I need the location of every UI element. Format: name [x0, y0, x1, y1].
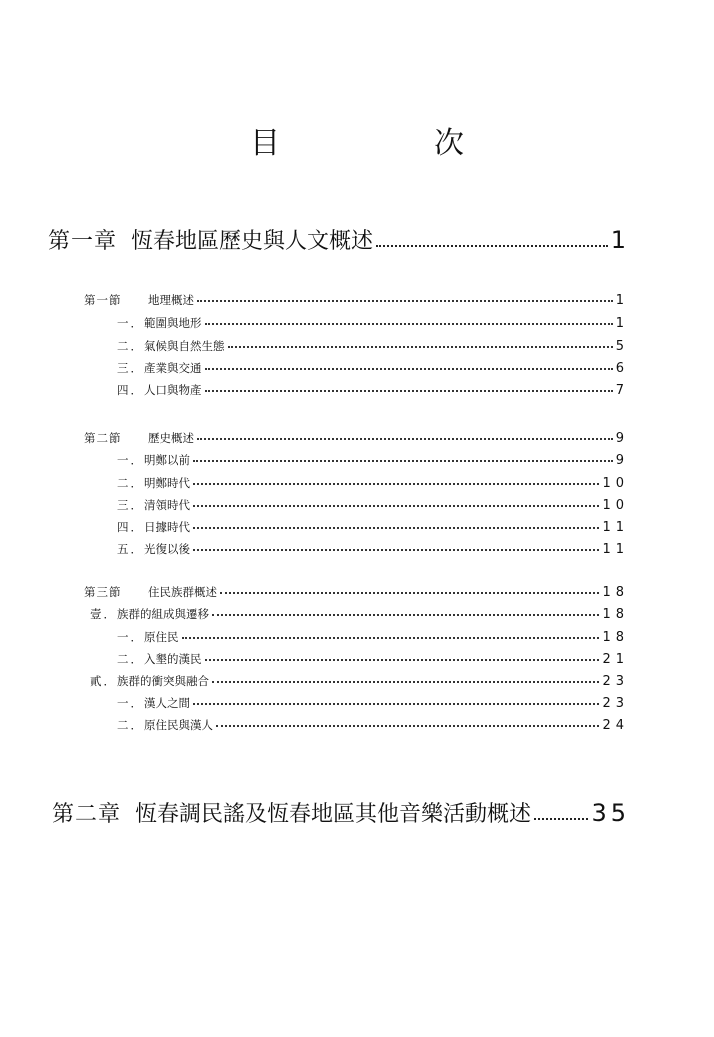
subsection-number: 貳． [90, 674, 117, 688]
dot-leader [197, 299, 613, 302]
item-title: 範圍與地形 [144, 316, 202, 330]
dot-leader [205, 389, 613, 392]
dot-leader [182, 636, 600, 639]
page-number: 23 [602, 674, 629, 689]
toc-item [117, 315, 629, 331]
page-number: 18 [602, 607, 629, 622]
dot-leader [228, 345, 613, 348]
toc-item [117, 382, 629, 398]
item-number: 四． [117, 383, 144, 397]
dot-leader [205, 367, 613, 370]
dot-leader [193, 548, 599, 551]
toc-item [117, 695, 629, 711]
subsection-title: 族群的衝突與融合 [117, 674, 209, 688]
page-number: 1 [610, 226, 630, 254]
item-title: 清領時代 [144, 498, 190, 512]
page-number: 11 [602, 520, 629, 535]
item-number: 四． [117, 520, 144, 534]
item-number: 二． [117, 476, 144, 490]
page-number: 1 [615, 293, 629, 308]
page-number: 11 [602, 542, 629, 557]
item-number: 一． [117, 453, 144, 467]
page-number: 6 [615, 361, 629, 376]
section-number: 第三節 [84, 585, 122, 599]
toc-section-3 [84, 584, 629, 600]
chapter-number: 第二章 [52, 802, 122, 827]
section-title: 地理概述 [148, 293, 194, 307]
page-number: 18 [602, 585, 629, 600]
toc-subsection-1 [90, 606, 629, 622]
dot-leader [212, 613, 599, 616]
item-number: 一． [117, 316, 144, 330]
toc-item [117, 651, 629, 667]
page-number: 9 [615, 453, 629, 468]
item-title: 光復以後 [144, 542, 190, 556]
toc-section-1 [84, 292, 629, 308]
page-number: 10 [602, 476, 629, 491]
toc-chapter-1 [48, 224, 630, 255]
dot-leader [197, 437, 613, 440]
dot-leader [205, 658, 600, 661]
dot-leader [193, 482, 599, 485]
item-number: 五． [117, 542, 144, 556]
page-number: 24 [602, 718, 629, 733]
dot-leader [376, 244, 608, 247]
page-number: 21 [602, 652, 629, 667]
page-number: 18 [602, 630, 629, 645]
section-number: 第二節 [84, 431, 122, 445]
page-number: 23 [602, 696, 629, 711]
toc-item [117, 541, 629, 557]
item-number: 二． [117, 339, 144, 353]
page-title: 目 次 [250, 126, 526, 161]
dot-leader [212, 680, 599, 683]
chapter-title: 恆春調民謠及恆春地區其他音樂活動概述 [135, 802, 532, 827]
chapter-title: 恆春地區歷史與人文概述 [131, 229, 374, 254]
section-title: 歷史概述 [148, 431, 194, 445]
dot-leader [205, 322, 613, 325]
dot-leader [193, 702, 599, 705]
dot-leader [193, 504, 599, 507]
toc-section-2 [84, 430, 629, 446]
dot-leader [220, 591, 599, 594]
toc-item [117, 497, 629, 513]
item-number: 一． [117, 630, 144, 644]
item-title: 入墾的漢民 [144, 652, 202, 666]
page-number: 35 [591, 799, 630, 827]
item-title: 明鄭以前 [144, 453, 190, 467]
page-number: 9 [615, 431, 629, 446]
dot-leader [216, 724, 599, 727]
item-title: 人口與物產 [144, 383, 202, 397]
item-number: 三． [117, 498, 144, 512]
dot-leader [534, 817, 588, 820]
item-title: 原住民與漢人 [144, 718, 213, 732]
item-title: 原住民 [144, 630, 179, 644]
toc-item [117, 717, 629, 733]
item-title: 產業與交通 [144, 361, 202, 375]
toc-item [117, 475, 629, 491]
toc-subsection-2 [90, 673, 629, 689]
item-title: 日據時代 [144, 520, 190, 534]
section-title: 住民族群概述 [148, 585, 217, 599]
chapter-number: 第一章 [48, 229, 118, 254]
subsection-title: 族群的組成與遷移 [117, 607, 209, 621]
page-number: 1 [615, 316, 629, 331]
toc-item [117, 519, 629, 535]
page-number: 5 [615, 339, 629, 354]
page-number: 10 [602, 498, 629, 513]
page-number: 7 [615, 383, 629, 398]
dot-leader [193, 526, 599, 529]
toc-item [117, 629, 629, 645]
item-number: 二． [117, 718, 144, 732]
section-number: 第一節 [84, 293, 122, 307]
toc-item [117, 360, 629, 376]
subsection-number: 壹． [90, 607, 117, 621]
item-number: 一． [117, 696, 144, 710]
item-title: 氣候與自然生態 [144, 339, 225, 353]
item-number: 三． [117, 361, 144, 375]
item-title: 漢人之間 [144, 696, 190, 710]
item-title: 明鄭時代 [144, 476, 190, 490]
toc-item [117, 338, 629, 354]
item-number: 二． [117, 652, 144, 666]
toc-item [117, 452, 629, 468]
toc-chapter-2 [52, 797, 630, 828]
dot-leader [193, 459, 613, 462]
